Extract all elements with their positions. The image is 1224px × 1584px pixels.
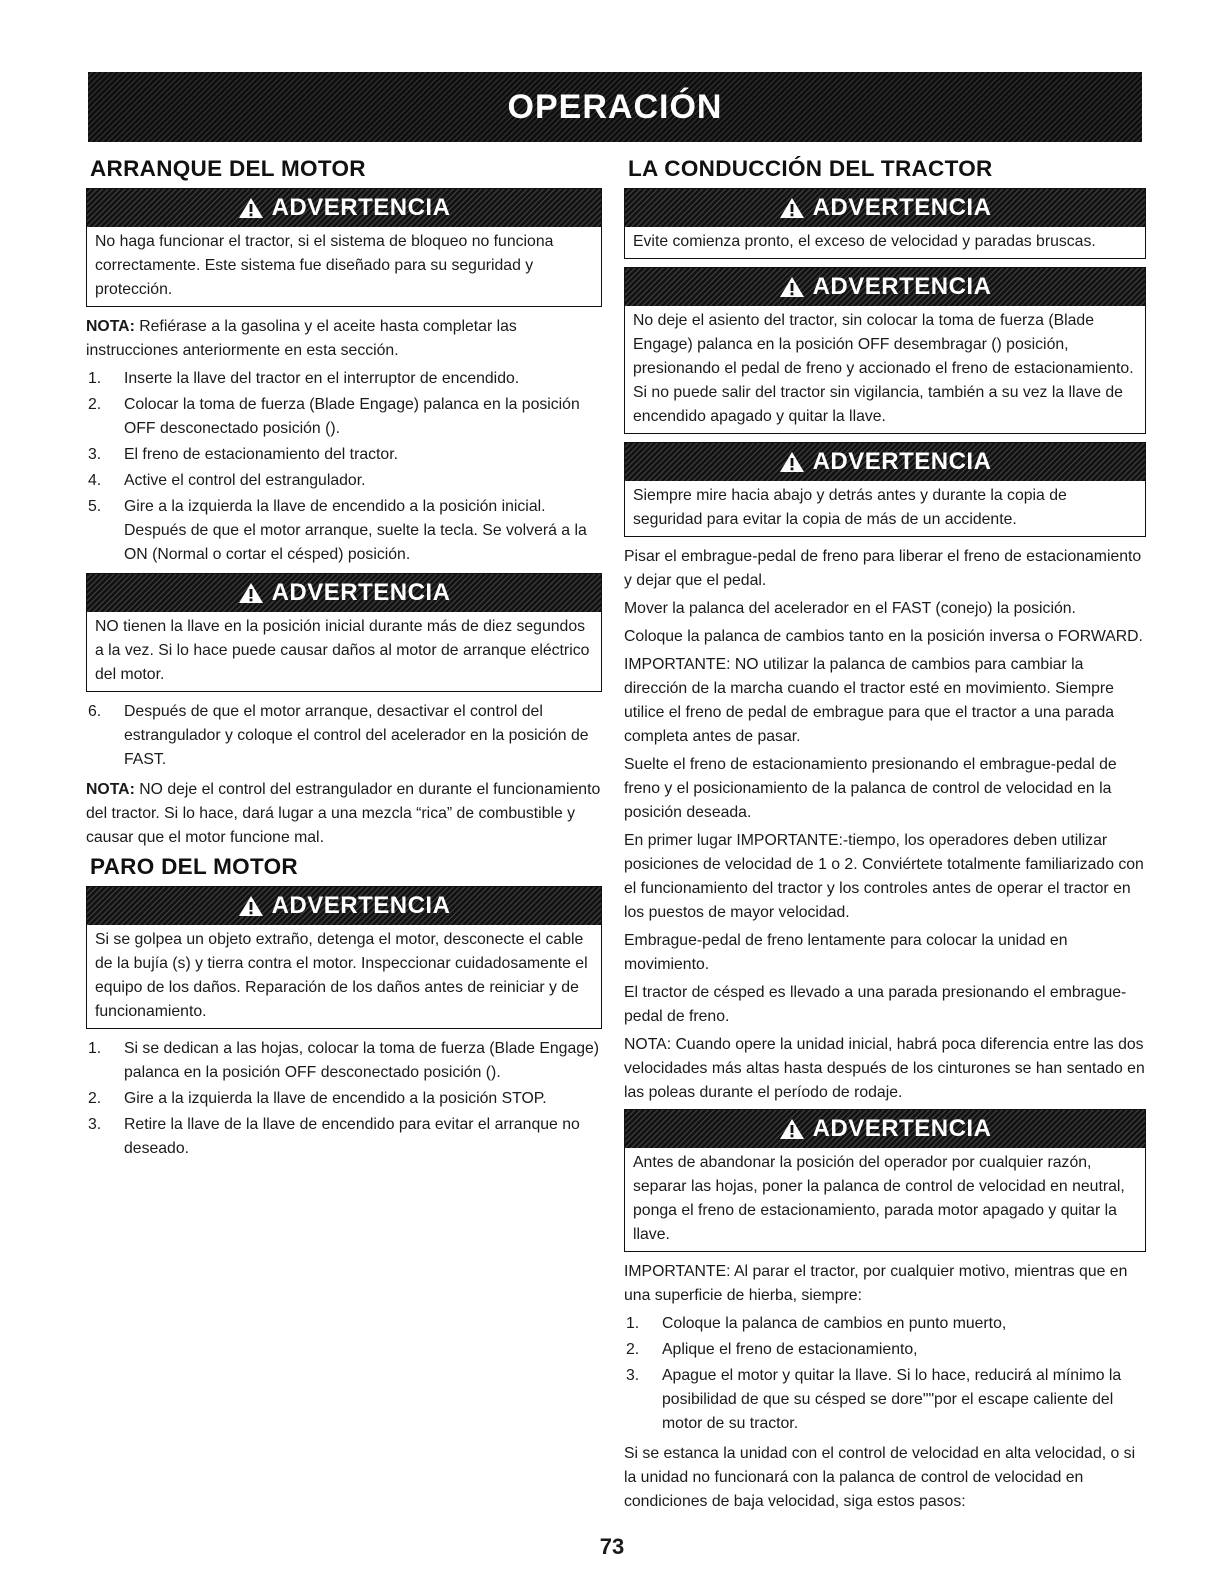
nota-label: NOTA: (86, 318, 135, 335)
warning-header (625, 189, 1145, 227)
warning-box (86, 886, 602, 1029)
warning-triangle-icon (779, 1118, 805, 1140)
start-steps-list-continued (86, 700, 602, 772)
warning-header (87, 887, 601, 925)
warning-header (625, 443, 1145, 481)
list-item (86, 469, 602, 493)
step-number: 3. (88, 446, 102, 463)
body-paragraph: Suelte el freno de estacionamiento presionando el embrague-pedal de freno y el posicionamiento de la palanca de control de velocidad en la posición deseada. (624, 756, 1117, 821)
warning-title: ADVERTENCIA (812, 194, 992, 221)
list-item (624, 1364, 1146, 1436)
body-paragraph: NOTA: Cuando opere la unidad inicial, habrá poca diferencia entre las dos velocidades más altas hasta después de los cinturones se han sentado en las poleas durante el período de rodaje. (624, 1036, 1145, 1101)
warning-box (624, 267, 1146, 434)
step-number: 4. (88, 472, 102, 489)
warning-box (624, 188, 1146, 259)
nota-text: Refiérase a la gasolina y el aceite hasta completar las instrucciones anteriormente en esta sección. (86, 318, 517, 359)
section-banner (88, 72, 1142, 142)
step-number: 2. (626, 1341, 640, 1358)
warning-text: Antes de abandonar la posición del operador por cualquier razón, separar las hojas, poner la palanca de control de velocidad en neutral, ponga el freno de estacionamiento, parada motor apagado y quitar la llave. (633, 1154, 1125, 1243)
closing-paragraph: Si se estanca la unidad con el control de velocidad en alta velocidad, o si la unidad no funcionará con la palanca de control de velocidad en condiciones de baja velocidad, siga estos pasos: (624, 1445, 1136, 1510)
warning-triangle-icon (779, 451, 805, 473)
step-number: 2. (88, 396, 102, 413)
step-text: Si se dedican a las hojas, colocar la toma de fuerza (Blade Engage) palanca en la posición OFF desconectado posición (). (124, 1040, 600, 1081)
body-paragraph: En primer lugar IMPORTANTE:-tiempo, los operadores deben utilizar posiciones de velocidad de 1 o 2. Conviértete totalmente familiarizado con el funcionamiento del tractor y los controles antes de operar el tractor en los puestos de mayor velocidad. (624, 832, 1144, 921)
warning-triangle-icon (238, 197, 264, 219)
body-paragraph: Mover la palanca del acelerador en el FAST (conejo) la posición. (624, 600, 1076, 617)
body-paragraph: Embrague-pedal de freno lentamente para colocar la unidad en movimiento. (624, 932, 1068, 973)
step-text: Gire a la izquierda la llave de encendido a la posición inicial. Después de que el motor arranque, suelte la tecla. Se volverá a la ON (Normal o cortar el césped) posición. (124, 498, 587, 563)
body-paragraph: Pisar el embrague-pedal de freno para liberar el freno de estacionamiento y dejar que el pedal. (624, 548, 1142, 589)
body-paragraph: IMPORTANTE: NO utilizar la palanca de cambios para cambiar la dirección de la marcha cuando el tractor esté en movimiento. Siempre utilice el freno de pedal de embrague para que el tractor a una parada completa antes de pasar. (624, 656, 1115, 745)
warning-triangle-icon (238, 582, 264, 604)
warning-header (625, 268, 1145, 306)
conduccion-heading: LA CONDUCCIÓN DEL TRACTOR (628, 156, 993, 181)
warning-header (625, 1110, 1145, 1148)
list-item (86, 1087, 602, 1111)
step-number: 3. (626, 1367, 640, 1384)
nota-text: NO deje el control del estrangulador en durante el funcionamiento del tractor. Si lo hace, dará lugar a una mezcla “rica” de combustible y causar que el motor funcione mal. (86, 781, 601, 846)
warning-title: ADVERTENCIA (271, 194, 451, 221)
nota-paragraph (86, 315, 602, 363)
step-text: Active el control del estrangulador. (124, 472, 366, 489)
step-number: 1. (626, 1315, 640, 1332)
step-number: 6. (88, 703, 102, 720)
page-number: 73 (599, 1534, 625, 1559)
banner-title: OPERACIÓN (507, 87, 723, 126)
warning-triangle-icon (779, 276, 805, 298)
warning-triangle-icon (238, 895, 264, 917)
step-number: 2. (88, 1090, 102, 1107)
warning-header (87, 189, 601, 227)
right-column (624, 152, 1146, 1518)
warning-text: No haga funcionar el tractor, si el sistema de bloqueo no funciona correctamente. Este sistema fue diseñado para su seguridad y protección. (95, 233, 554, 298)
step-text: Apague el motor y quitar la llave. Si lo hace, reducirá al mínimo la posibilidad de que su césped se dore""por el escape caliente del motor de su tractor. (662, 1367, 1122, 1432)
list-item (86, 367, 602, 391)
nota-label: NOTA: (86, 781, 135, 798)
list-item (86, 1037, 602, 1085)
step-text: El freno de estacionamiento del tractor. (124, 446, 398, 463)
body-paragraph: Coloque la palanca de cambios tanto en la posición inversa o FORWARD. (624, 628, 1143, 645)
step-text: Gire a la izquierda la llave de encendido a la posición STOP. (124, 1090, 547, 1107)
start-steps-list (86, 367, 602, 567)
body-paragraph: El tractor de césped es llevado a una parada presionando el embrague-pedal de freno. (624, 984, 1127, 1025)
warning-triangle-icon (779, 197, 805, 219)
warning-title: ADVERTENCIA (812, 448, 992, 475)
list-item (624, 1338, 1146, 1362)
warning-text: NO tienen la llave en la posición inicial durante más de diez segundos a la vez. Si lo hace puede causar daños al motor de arranque eléctrico del motor. (95, 618, 590, 683)
step-text: Aplique el freno de estacionamiento, (662, 1341, 918, 1358)
stop-steps-list (86, 1037, 602, 1161)
warning-box (624, 1109, 1146, 1252)
step-number: 5. (88, 498, 102, 515)
list-item (86, 1113, 602, 1161)
warning-title: ADVERTENCIA (812, 273, 992, 300)
warning-title: ADVERTENCIA (812, 1115, 992, 1142)
warning-box (86, 188, 602, 307)
step-text: Retire la llave de la llave de encendido para evitar el arranque no deseado. (124, 1116, 580, 1157)
left-column (86, 152, 602, 1167)
warning-text: Evite comienza pronto, el exceso de velocidad y paradas bruscas. (633, 233, 1096, 250)
list-item (86, 443, 602, 467)
list-item (86, 495, 602, 567)
paro-heading: PARO DEL MOTOR (90, 854, 298, 879)
warning-box (86, 573, 602, 692)
list-item (86, 393, 602, 441)
arranque-heading: ARRANQUE DEL MOTOR (90, 156, 366, 181)
list-item (624, 1312, 1146, 1336)
step-text: Después de que el motor arranque, desactivar el control del estrangulador y coloque el control del acelerador en la posición de FAST. (124, 703, 589, 768)
important-paragraph: IMPORTANTE: Al parar el tractor, por cualquier motivo, mientras que en una superficie de hierba, siempre: (624, 1263, 1128, 1304)
warning-text: No deje el asiento del tractor, sin colocar la toma de fuerza (Blade Engage) palanca en la posición OFF desembragar () posición, presionando el pedal de freno y accionado el freno de estacionamiento. Si no puede salir del tractor sin vigilancia, también a su vez la llave de encendido apagado y quitar la llave. (633, 312, 1134, 425)
warning-text: Si se golpea un objeto extraño, detenga el motor, desconecte el cable de la bujía (s) y tierra contra el motor. Inspeccionar cuidadosamente el equipo de los daños. Reparación de los daños antes de reiniciar y de funcionamiento. (95, 931, 588, 1020)
nota-paragraph (86, 778, 602, 850)
step-text: Colocar la toma de fuerza (Blade Engage) palanca en la posición OFF desconectado posición (). (124, 396, 580, 437)
warning-header (87, 574, 601, 612)
parking-steps-list (624, 1312, 1146, 1436)
warning-box (624, 442, 1146, 537)
warning-title: ADVERTENCIA (271, 892, 451, 919)
step-text: Inserte la llave del tractor en el interruptor de encendido. (124, 370, 520, 387)
step-text: Coloque la palanca de cambios en punto muerto, (662, 1315, 1007, 1332)
warning-title: ADVERTENCIA (271, 579, 451, 606)
warning-text: Siempre mire hacia abajo y detrás antes y durante la copia de seguridad para evitar la copia de más de un accidente. (633, 487, 1067, 528)
list-item (86, 700, 602, 772)
step-number: 1. (88, 1040, 102, 1057)
step-number: 3. (88, 1116, 102, 1133)
step-number: 1. (88, 370, 102, 387)
